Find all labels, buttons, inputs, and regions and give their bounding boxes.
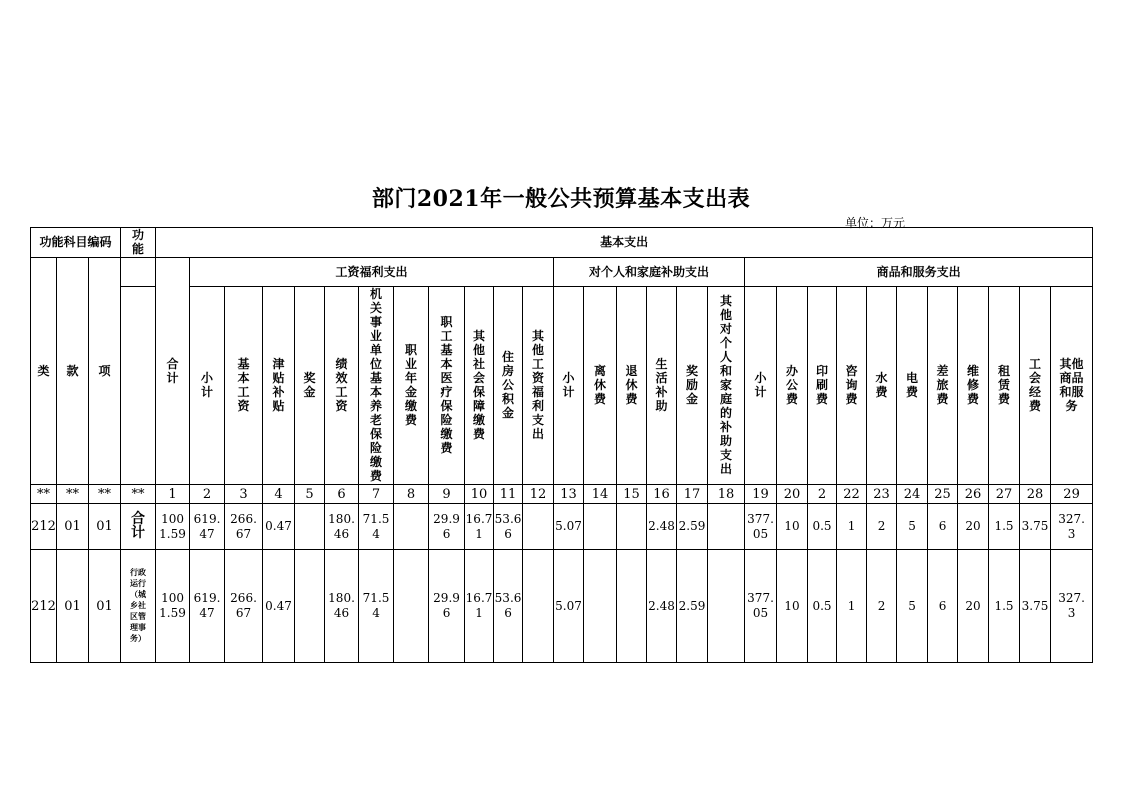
table-cell: 10 — [777, 550, 808, 663]
column-index: 2 — [808, 485, 837, 504]
column-index: 14 — [584, 485, 617, 504]
table-cell: 266.67 — [225, 504, 263, 550]
table-cell: 29.96 — [429, 550, 465, 663]
table-cell: 16.71 — [465, 504, 494, 550]
xiang-header: 项 — [89, 258, 121, 485]
page-title: 部门2021年一般公共预算基本支出表 — [371, 186, 751, 212]
column-index: 26 — [958, 485, 989, 504]
table-cell: 0.5 — [808, 504, 837, 550]
table-cell — [708, 550, 745, 663]
table-cell: 3.75 — [1020, 504, 1051, 550]
column-header: 职工基本医疗保险缴费 — [429, 287, 465, 485]
table-cell: 0.47 — [263, 504, 295, 550]
column-index: 16 — [647, 485, 677, 504]
table-cell: 6 — [928, 550, 958, 663]
table-cell — [584, 550, 617, 663]
column-header: 其他对个人和家庭的补助支出 — [708, 287, 745, 485]
column-index: 15 — [617, 485, 647, 504]
table-cell: 0.5 — [808, 550, 837, 663]
table-cell: 212 — [31, 550, 57, 663]
unit-label: 单位：万元 — [845, 216, 906, 230]
table-cell: 180.46 — [325, 504, 359, 550]
table-cell: 1001.59 — [156, 504, 190, 550]
column-index: 28 — [1020, 485, 1051, 504]
column-index: 12 — [523, 485, 554, 504]
column-header: 小计 — [554, 287, 584, 485]
column-index: 10 — [465, 485, 494, 504]
function-blank — [121, 287, 156, 485]
table-cell — [394, 504, 429, 550]
table-cell: 71.54 — [359, 550, 394, 663]
column-index: 9 — [429, 485, 465, 504]
column-index: 18 — [708, 485, 745, 504]
column-header: 水费 — [867, 287, 897, 485]
column-header: 工会经费 — [1020, 287, 1051, 485]
table-cell — [295, 504, 325, 550]
table-cell — [295, 550, 325, 663]
table-cell — [584, 504, 617, 550]
table-cell: 01 — [89, 504, 121, 550]
table-row — [31, 504, 1093, 550]
column-index: 7 — [359, 485, 394, 504]
kuan-header: 款 — [57, 258, 89, 485]
table-cell: 619.47 — [190, 550, 225, 663]
table-cell: 16.71 — [465, 550, 494, 663]
column-header: 其他商品和服务 — [1051, 287, 1093, 485]
group-goods-services: 商品和服务支出 — [745, 258, 1093, 287]
column-header: 离休费 — [584, 287, 617, 485]
table-cell: 2.59 — [677, 550, 708, 663]
table-cell: 01 — [89, 550, 121, 663]
column-header: 办公费 — [777, 287, 808, 485]
column-index: 3 — [225, 485, 263, 504]
table-cell: 1001.59 — [156, 550, 190, 663]
column-index: ** — [121, 485, 156, 504]
table-cell: 1 — [837, 504, 867, 550]
table-cell: 0.47 — [263, 550, 295, 663]
group-salary: 工资福利支出 — [190, 258, 554, 287]
column-header: 职业年金缴费 — [394, 287, 429, 485]
column-header: 机关事业单位基本养老保险缴费 — [359, 287, 394, 485]
column-index: 25 — [928, 485, 958, 504]
column-index: ** — [57, 485, 89, 504]
table-cell: 71.54 — [359, 504, 394, 550]
table-cell: 01 — [57, 504, 89, 550]
column-index: 2 — [190, 485, 225, 504]
table-cell: 合计 — [121, 504, 156, 550]
table-cell — [523, 504, 554, 550]
table-cell: 01 — [57, 550, 89, 663]
table-cell: 5 — [897, 504, 928, 550]
column-index: 6 — [325, 485, 359, 504]
table-cell: 1 — [837, 550, 867, 663]
table-cell: 2 — [867, 504, 897, 550]
column-index: ** — [89, 485, 121, 504]
lei-header: 类 — [31, 258, 57, 485]
column-header: 基本工资 — [225, 287, 263, 485]
table-cell: 5.07 — [554, 550, 584, 663]
column-header: 住房公积金 — [494, 287, 523, 485]
column-header: 津贴补贴 — [263, 287, 295, 485]
table-cell — [523, 550, 554, 663]
table-cell: 2.59 — [677, 504, 708, 550]
column-header: 租赁费 — [989, 287, 1020, 485]
column-header: 其他社会保障缴费 — [465, 287, 494, 485]
table-cell: 5 — [897, 550, 928, 663]
column-index: 17 — [677, 485, 708, 504]
column-index: 8 — [394, 485, 429, 504]
table-cell: 1.5 — [989, 504, 1020, 550]
column-header: 印刷费 — [808, 287, 837, 485]
table-cell: 180.46 — [325, 550, 359, 663]
column-index: 11 — [494, 485, 523, 504]
column-index: 5 — [295, 485, 325, 504]
table-cell: 20 — [958, 550, 989, 663]
column-index: 22 — [837, 485, 867, 504]
column-header: 小计 — [745, 287, 777, 485]
table-cell: 212 — [31, 504, 57, 550]
table-cell — [708, 504, 745, 550]
table-cell: 619.47 — [190, 504, 225, 550]
table-cell: 2.48 — [647, 504, 677, 550]
column-header: 小计 — [190, 287, 225, 485]
group-subsidy: 对个人和家庭补助支出 — [554, 258, 745, 287]
table-cell: 2.48 — [647, 550, 677, 663]
table-cell: 327.3 — [1051, 504, 1093, 550]
column-index: 1 — [156, 485, 190, 504]
function-blank — [121, 258, 156, 287]
column-header: 退休费 — [617, 287, 647, 485]
column-index: 13 — [554, 485, 584, 504]
budget-table — [30, 227, 1093, 663]
column-header: 电费 — [897, 287, 928, 485]
table-cell: 5.07 — [554, 504, 584, 550]
code-group-header: 功能科目编码 — [31, 228, 121, 258]
total-header: 合计 — [156, 258, 190, 485]
column-index: 20 — [777, 485, 808, 504]
table-cell: 53.66 — [494, 550, 523, 663]
column-header: 生活补助 — [647, 287, 677, 485]
column-header: 其他工资福利支出 — [523, 287, 554, 485]
table-row — [31, 550, 1093, 663]
column-header: 咨询费 — [837, 287, 867, 485]
table-cell: 266.67 — [225, 550, 263, 663]
column-index: ** — [31, 485, 57, 504]
column-index: 24 — [897, 485, 928, 504]
table-cell: 6 — [928, 504, 958, 550]
table-cell: 3.75 — [1020, 550, 1051, 663]
column-header: 差旅费 — [928, 287, 958, 485]
column-header: 奖金 — [295, 287, 325, 485]
function-header: 功能 — [121, 228, 156, 258]
column-index: 4 — [263, 485, 295, 504]
table-cell: 行政运行（城乡社区管理事务） — [121, 550, 156, 663]
table-cell: 29.96 — [429, 504, 465, 550]
table-cell — [617, 550, 647, 663]
column-index: 23 — [867, 485, 897, 504]
column-header: 奖励金 — [677, 287, 708, 485]
table-cell — [617, 504, 647, 550]
column-header: 维修费 — [958, 287, 989, 485]
table-cell: 53.66 — [494, 504, 523, 550]
table-cell: 1.5 — [989, 550, 1020, 663]
column-index: 19 — [745, 485, 777, 504]
table-cell: 327.3 — [1051, 550, 1093, 663]
column-index: 29 — [1051, 485, 1093, 504]
table-cell: 20 — [958, 504, 989, 550]
table-cell: 10 — [777, 504, 808, 550]
table-cell: 2 — [867, 550, 897, 663]
table-cell: 377.05 — [745, 504, 777, 550]
column-header: 绩效工资 — [325, 287, 359, 485]
table-cell: 377.05 — [745, 550, 777, 663]
table-cell — [394, 550, 429, 663]
basic-expenditure-header: 基本支出 — [156, 228, 1093, 258]
column-index: 27 — [989, 485, 1020, 504]
